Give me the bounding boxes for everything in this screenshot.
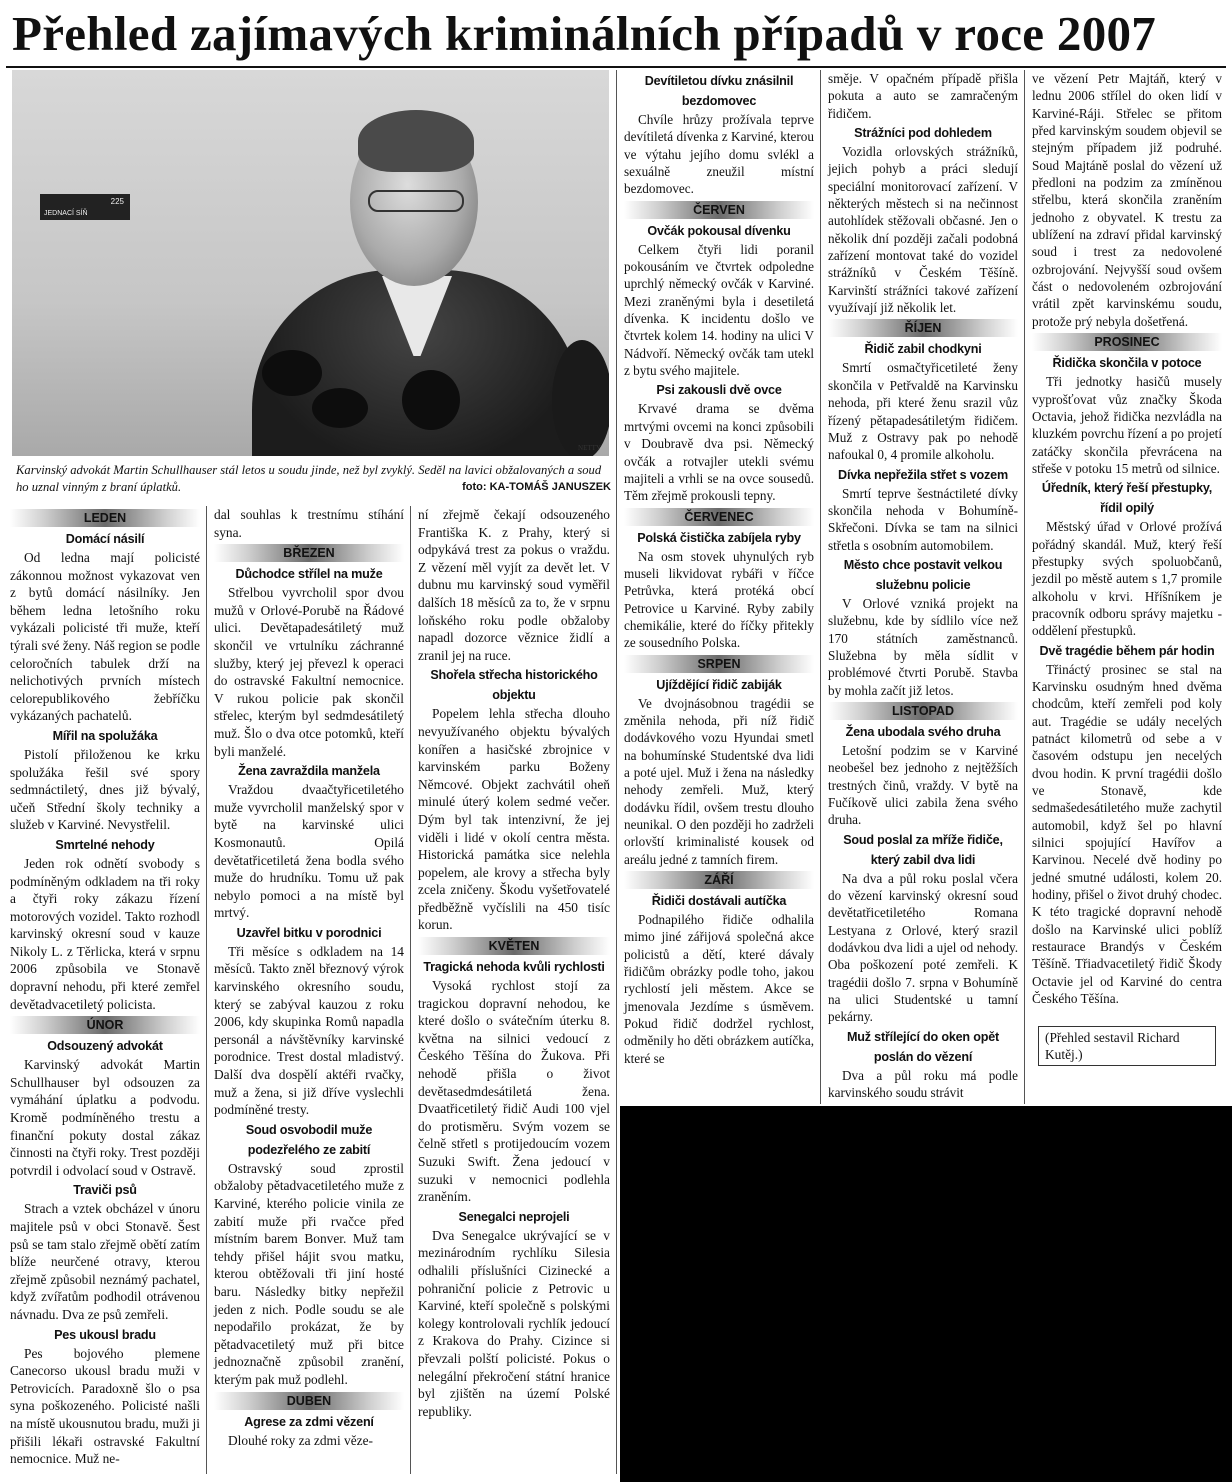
article-heading: Ujíždějící řidič zabiják: [656, 677, 782, 692]
article-text: Pistolí přiloženou ke krku spolužáka řešil své spory sedmnáctiletý, dnes již bývalý, učeň Střední školy techniky a služeb v Karviné. Nevystřelil.: [10, 746, 200, 833]
column-6: [1032, 70, 1222, 1066]
month-band-brezen: BŘEZEN: [214, 544, 404, 562]
month-band-unor: ÚNOR: [10, 1016, 200, 1034]
article-text: Jeden rok odnětí svobody s podmíněným odkladem na tři roky a čtyři roky zákazu řízení motorových vozidel. Takto rozhodl karvinský okresní soud v kauze Nikoly L. z Těrlicka, která v srpnu 2006 způsobila ve Stonavě dopravní nehodu, při které zemřel devětadvacetiletý policista.: [10, 855, 200, 1012]
headline-rule: [6, 66, 1226, 68]
article-text: Střelbou vyvrcholil spor dvou mužů v Orlové-Porubě na Řádové ulici. Devětapadesátiletý muž skončil ve vrtulníku záchranné služby, který jej převezl k operaci do ostravské Fakultní nemocnice. V rukou policie pak skončil střelec, kterým byl sedmdesátiletý muž. Šlo o dva otce potomků, kteří byli manželé.: [214, 585, 404, 759]
month-band-leden: LEDEN: [10, 509, 200, 527]
article-heading: Mířil na spolužáka: [52, 728, 158, 743]
photo-agency-credit: NETTY: [578, 444, 601, 452]
article-text: Karvinský advokát Martin Schullhauser byl odsouzen za vymáhání úplatku a podvodu. Kromě podmíněného trestu a finanční pokuty dostal zákaz činnosti na čtyři roky. Trest později potvrdil i odvolací soud v Ostravě.: [10, 1057, 200, 1178]
article-text: Chvíle hrůzy prožívala teprve devítiletá dívenka z Karviné, kterou ve výtahu jejího domu svlékl a sexuálně zneužil místní bezdomovec.: [624, 112, 814, 197]
article-text: Tři měsíce s odkladem na 14 měsíců. Takto zněl březnový výrok karvinského okresního soudu, který se zabýval kauzou z roku 2006, kdy skupinka Romů napadla personál a návštěvníky karvinské porodnice. Trest dostal mladistvý. Další dva dospělí aktéři rvačky, muž a žena, si již dříve vyslechli podmíněné tresty.: [214, 943, 404, 1118]
month-band-kveten: KVĚTEN: [418, 937, 610, 955]
article-text: Dlouhé roky za zdmi věze-: [228, 1432, 374, 1448]
microphone-right: [402, 370, 460, 430]
article-heading: Devítiletou dívku znásilnil bezdomovec: [644, 74, 794, 108]
article-heading: Senegalci neprojeli: [458, 1209, 570, 1224]
article-heading: Úředník, který řeší přestupky, řídil opilý: [1041, 481, 1213, 516]
article-heading: Strážníci pod dohledem: [854, 126, 992, 141]
month-band-rijen: ŘÍJEN: [828, 319, 1018, 337]
article-text: směje. V opačném případě přišla pokuta a auto se zamračeným řidičem.: [828, 71, 1018, 121]
microphone-center: [312, 388, 368, 428]
month-band-duben: DUBEN: [214, 1392, 404, 1410]
article-text: Strach a vztek obcházel v únoru majitele psů v obci Stonavě. Šest psů se tam stalo zřejmě obětí zatím blíže neurčené otravy, kterou zřejmě způsobil neznámý pachatel, když zvířatům podhodil otrávenou návnadu. Dva ze psů zemřeli.: [10, 1201, 200, 1322]
article-text: Podnapilého řidiče odhalila mimo jiné zářijová společná akce policistů a dětí, které dávaly řidičům obrázky podle toho, jakou rychlostí jeli městem. Akce se jmenovala Jezdíme s úsměvem. Pokud řidič dodržel rychlost, odměnily ho děti obrázkem autíčka, které se: [624, 912, 814, 1066]
photo-credit: foto: KA-TOMÁŠ JANUSZEK: [462, 481, 611, 493]
article-heading: Dvě tragédie během pár hodin: [1039, 643, 1215, 658]
article-text: dal souhlas k trestnímu stíhání syna.: [214, 507, 404, 540]
microphone-far-right: [552, 340, 609, 456]
article-text: Třináctý prosinec se stal na Karvinsku osudným hned dvěma chodcům, kteří zemřeli pod koly aut. Tragédie se udály necelých patnáct kilometrů od sebe a v časovém odstupu jen necelých dvou hodin. K první tragédii došlo ve Stonavě, kde sedmašedesátiletého muže zachytil automobil, když šel po hlavní silnici spojující Havířov a Karvinou. Necelé dvě hodiny po jedné smutné události, kolem 20. hodiny, přišel o život druhý chodec. K této tragické dopravní nehodě došlo na Karvinské ulici poblíž restaurace Brandýs v Českém Těšíně. Třiadvacetiletý řidič Škody Octavie jel od Karviné do centra Českého Těšína.: [1032, 661, 1222, 1007]
column-divider: [206, 506, 207, 1474]
article-heading: Odsouzený advokát: [47, 1039, 163, 1054]
article-text: Letošní podzim se v Karviné neobešel bez jednoho z nejtěžších trestných činů, vraždy. V bytě na Fučíkově ulici zabila žena svého druha.: [828, 742, 1018, 828]
article-heading: Muž střílející do oken opět poslán do vězení: [846, 1029, 1000, 1064]
door-sign: [40, 194, 130, 220]
article-text: ve vězení Petr Majtáň, který v lednu 2006 střílel do oken lidí v Karviné-Ráji. Střelec se přitom před karvinským soudem objevil se stejným případem již podruhé. Soud Majtáně poslal do vězení už předloni na podzim za zmíněnou střelbu, která skončila zraněním jednoho z obyvatel. K trestu za ublížení na zdraví přidal karvinský soud i trest za nedovolené ozbrojování. Nejvyšší soud ovšem část o nedovoleném ozbrojování vrátil zpět karvinskému soudu, protože prý nebyla došetřená.: [1032, 71, 1222, 329]
article-text: Pes bojového plemene Canecorso ukousl bradu muži v Petrovicích. Paradoxně šlo o psa syna poškozeného. Policisté našli na místě ukousnutou bradu, muži ji přišili lékaři ostravské Fakultní nemocnice. Muž ne-: [10, 1345, 200, 1467]
article-heading: Dívka nepřežila střet s vozem: [838, 467, 1008, 482]
month-band-cervenec: ČERVENEC: [624, 508, 814, 526]
article-heading: Město chce postavit velkou služebnu policie: [843, 557, 1003, 592]
article-heading: Žena zavraždila manžela: [238, 764, 380, 779]
blank-black-area: [620, 1106, 1232, 1482]
month-band-listopad: LISTOPAD: [828, 702, 1018, 720]
column-divider: [820, 70, 821, 1104]
article-text: Ve dvojnásobnou tragédii se změnila nehoda, při níž řidič dodávkového vozu Hyundai smetl na bohumínské Studentské dva lidi a poté ujel. Muž i žena na následky nehody zemřeli. Muž, který dodávku řídil, ovšem trestu dlouho neunikal. O den později ho zadrželi orlovští kriminalisté kousek od areálu jedné z tamních firem.: [624, 695, 814, 867]
article-text: Městský úřad v Orlové prožívá pořádný skandál. Muž, který řeší přestupky svých spoluobčanů, jezdil po městě autem s 1,7 promile alkoholu v krvi. Hříšníkem je pracovník odboru správy majetku - oddělení přestupků.: [1032, 519, 1222, 639]
column-divider: [1024, 70, 1025, 1104]
column-3: [418, 506, 610, 1420]
article-heading: Pes ukousl bradu: [54, 1327, 156, 1342]
article-text: Dva a půl roku má podle karvinského soudu strávit: [828, 1067, 1018, 1101]
article-heading: Polská čistička zabíjela ryby: [637, 530, 801, 545]
door-number: 225: [110, 197, 124, 206]
month-band-prosinec: PROSINEC: [1032, 333, 1222, 351]
article-text: Smrtí osmačtyřicetileté ženy skončila v Petřvaldě na Karvinsku nehoda, při které ženu srazil vůz řízený pětapadesátiletým řidičem. Muž z Ostravy pak po nehodě nafoukal 0, 4 promile alkoholu.: [828, 360, 1018, 463]
article-heading: Řidič zabil chodkyni: [864, 342, 982, 357]
article-text: Dva Senegalce ukrývající se v mezinárodním rychlíku Silesia odhalili příslušníci Cizinecké a pohraniční policie z Petrovic u Karviné, kteří společně s polskými kolegy kontrolovali rychlík jedoucí z Krakova do Prahy. Cizince si převzali polští policisté. Pokus o nelegální překročení státní hranice byl zjištěn na území Polské republiky.: [418, 1227, 610, 1419]
article-heading: Žena ubodala svého druha: [845, 724, 1001, 739]
column-divider: [410, 506, 411, 1474]
courtroom-photo: [12, 70, 609, 456]
column-5: [828, 70, 1018, 1101]
article-text: Na dva a půl roku poslal včera do vězení karvinský okresní soud devětatřicetiletého Romana Lestyana z Orlové, který srazil dodávkou dva lidi a ujel od nehody. Oba poškození poté zemřeli. K tragédii došlo 7. srpna v Bohumíně na ulici Studentské u tamní pekárny.: [828, 870, 1018, 1025]
author-note: (Přehled sestavil Richard Kutěj.): [1038, 1026, 1216, 1066]
month-band-zari: ZÁŘÍ: [624, 871, 814, 889]
article-text: Celkem čtyři lidi poranil pokousáním ve čtvrtek odpoledne uprchlý německý ovčák v Karviné. Mezi zraněnými byla i desetiletá dívenka. K incidentu došlo ve čtvrtek kolem 14. hodiny na ulici V Nádvoří. Německý ovčák tam utekl z bytu svého majitele.: [624, 241, 814, 379]
column-2: [214, 506, 404, 1449]
article-text: V Orlové vzniká projekt na služebnu, kde by sídlilo více než 170 státních zaměstnanců. Služebna by měla sídlit v problémové čtvrti Porubě. Stavba by mohla začít již letos.: [828, 595, 1018, 698]
article-text: Tři jednotky hasičů musely vyprošťovat vůz značky Škoda Octavia, jehož řidička nezvládla na kluzkém povrchu řízení a po projetí zatáčky skončila převrácena na střeše v potoku 15 metrů od silnice.: [1032, 374, 1222, 476]
article-text: Od ledna mají policisté zákonnou možnost vykazovat ven z bytů domácí násilníky. Jen během ledna letošního roku vykázali policisté tři muže, kteří týrali své ženy. Náš region se podle celoročních tabulek drží na nelichotivých prvních místech celorepublikového žebříčku vykázaných pachatelů.: [10, 550, 200, 724]
photo-caption: [16, 462, 611, 496]
article-heading: Uzavřel bitku v porodnici: [236, 925, 382, 940]
article-heading: Agrese za zdmi vězení: [244, 1414, 374, 1429]
article-text: ní zřejmě čekají odsouzeného Františka K. z Prahy, který si odpykává trest za pokus o vraždu. Z vězení měl vyjít za devět let. V dubnu mu karvinský soud vyměřil dalších 18 měsíců za to, že v srpnu loňského roku podle obžaloby napadl dozorce věznice židlí a zranil jej na ruce.: [418, 507, 610, 663]
door-label: JEDNACÍ SÍŇ: [44, 210, 88, 217]
glasses: [368, 190, 464, 212]
article-heading: Tragická nehoda kvůli rychlosti: [423, 960, 605, 975]
month-band-cerven: ČERVEN: [624, 201, 814, 219]
column-divider: [616, 70, 617, 1474]
man-hair: [358, 110, 474, 172]
caption-text: Karvinský advokát Martin Schullhauser stál letos u soudu jinde, než byl zvyklý. Seděl na lavici obžalovaných a soud ho uznal vinným z braní úplatků.: [16, 463, 602, 494]
article-heading: Soud osvobodil muže podezřelého ze zabití: [245, 1122, 373, 1157]
article-heading: Shořela střecha historického objektu: [430, 668, 598, 703]
article-text: Vozidla orlovských strážníků, jejich pohyb a práci sledují speciální monitorovací zařízení. V některých městech si na nečinnost autohlídek stěžovali občasné. Jen o několik dní později začali podobná zařízení montovat také do vozidel strážníků v Českém Těšíně. Karvinští strážníci takové zařízení využívají již několik let.: [828, 144, 1018, 316]
article-text: Krvavé drama se dvěma mrtvými ovcemi na konci způsobili v Doubravě dva psi. Německý ovčák a rotvajler utekli svému majiteli a vrhli se na ovce sousedů. Těm zřejmě prokousli tepny.: [624, 401, 814, 504]
article-heading: Traviči psů: [73, 1183, 137, 1198]
article-text: Ostravský soud zprostil obžaloby pětadvacetiletého muže z Karviné, kterého policie vinila ze zabití muže při rvačce před místním barem Bonver. Muž tam tehdy přišel hájit svou matku, kterou obtěžovali tři jiní hosté baru. Následky bitky nepřežil jeden z nich. Podle soudu se ale nepodařilo prokázat, že by pětadvacetiletý muž při bitce jednoznačně způsobil zranění, kterým pak muž podlehl.: [214, 1160, 404, 1387]
microphone-left: [262, 350, 322, 396]
article-text: Popelem lehla střecha dlouho nevyužívaného objektu bývalých konířen a hasičské zbrojnice v karvinském parku Boženy Němcové. Objekt zachvátil oheň minulé úterý kolem sedmé večer. Dým byl tak intenzivní, že jej viděli i lidé v okolí centra města. Historická památka sice nelehla popelem, ale krovy a střecha byly zcela zničeny. Škodu vyšetřovatelé předběžně vyčíslili na 450 tisíc korun.: [418, 706, 610, 933]
article-heading: Ovčák pokousal dívenku: [647, 223, 791, 238]
article-heading: Soud poslal za mříže řidiče, který zabil dva lidi: [843, 832, 1003, 867]
article-text: Vysoká rychlost stojí za tragickou dopravní nehodou, ke které došlo o svátečním úterku 8. května na silnici vedoucí z Českého Těšína do Žukova. Při nehodě přišla o život devětasedmdesátiletá žena. Dvaatřicetiletý řidič Audi 100 vjel do protisměru. Svým vozem se čelně střetl s protijedoucím vozem Suzuki Swift. Žena jedoucí v suzuki v nemocnici podlehla zraněním.: [418, 978, 610, 1205]
article-text: Vraždou dvaačtyřicetiletého muže vyvrcholil manželský spor v bytě na karvinské ulici Kosmonautů. Opilá devětatřicetiletá žena bodla svého muže do hrudníku. Tomu už pak nebylo pomoci a na místě byl mrtvý.: [214, 782, 404, 921]
page-headline: Přehled zajímavých kriminálních případů v roce 2007: [12, 6, 1157, 61]
month-band-srpen: SRPEN: [624, 655, 814, 673]
article-heading: Řidička skončila v potoce: [1052, 356, 1202, 371]
article-heading: Řidiči dostávali autíčka: [651, 894, 787, 909]
article-heading: Domácí násilí: [65, 532, 145, 546]
article-heading: Psi zakousli dvě ovce: [656, 383, 782, 398]
column-4: [624, 70, 814, 1067]
article-heading: Důchodce střílel na muže: [235, 567, 383, 582]
article-text: Na osm stovek uhynulých ryb museli likvidovat rybáři v říčce Petrůvka, která protéká obcí Petrovice u Karviné. Ryby zabily chemikálie, které do říčky přitekly ze sousedního Polska.: [624, 548, 814, 651]
article-text: Smrtí teprve šestnáctileté dívky skončila nehoda v Bohumíně-Skřečoni. Dívka se tam na silnici střetla s osobním automobilem.: [828, 485, 1018, 553]
article-heading: Smrtelné nehody: [55, 837, 155, 852]
column-1: [10, 506, 200, 1468]
